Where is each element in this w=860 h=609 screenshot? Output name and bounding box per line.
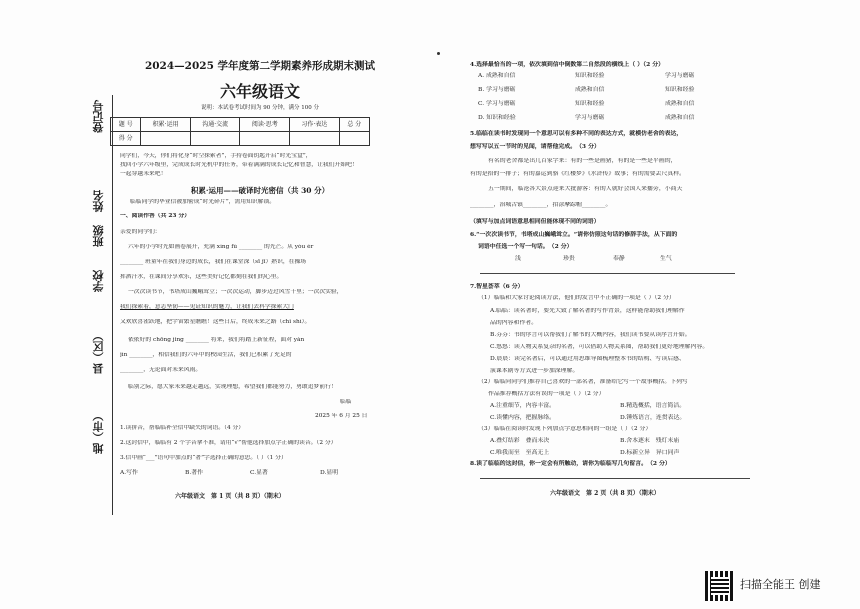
q7-1-option: 品的内容和作者。 bbox=[490, 320, 538, 326]
question-8: 8.读了临临的这封信，你一定会有所触动，请你为临临写几句留言。（2 分） bbox=[470, 460, 671, 467]
letter-line: jìn ________，相信我们的六年中的校园生活，我们已积累了充足的 bbox=[120, 352, 292, 358]
question-4: 4.选择最恰当的一项，依次填到信中倒数第二自然段的横线上（ ）（2 分） bbox=[470, 61, 665, 68]
q4-option: C. 学习与磨砺 bbox=[478, 101, 516, 107]
score-cell bbox=[290, 132, 340, 146]
letter-date: 2025 年 6 月 25 日 bbox=[315, 413, 368, 419]
question-7: 7.智星荟萃（6 分） bbox=[470, 283, 524, 290]
q4-option: D. 知识和经验 bbox=[478, 115, 516, 121]
score-cell: 得 分 bbox=[111, 132, 141, 146]
score-cell bbox=[141, 132, 191, 146]
q5-quote-cont: 有的是拾的一排子；有的嘉运到骆《红楼梦》《水浒传》故事；有的需要丢尺真样。 bbox=[470, 171, 686, 177]
score-table-header-row bbox=[111, 118, 370, 132]
side-label-id: 登记号 bbox=[92, 100, 105, 133]
score-cell: 习作·表达 bbox=[290, 118, 340, 132]
qr-code-icon bbox=[705, 571, 735, 601]
q4-option: 知识和经验 bbox=[665, 87, 695, 93]
q5-line: 五一期间，临沧各大景点迎来大批游客：有的人就好会国人来播旁，小商天 bbox=[488, 186, 683, 192]
score-cell bbox=[240, 132, 290, 146]
q3-option-a: A.写作 bbox=[120, 470, 138, 476]
page-dot bbox=[437, 52, 440, 55]
q7-3-option: A.叠灯结彩 叠而未决 bbox=[490, 438, 550, 444]
letter-line: 临别之际，愿大家未来越走越远，实现理想，希望我们都能努力，勇敢追梦前行！ bbox=[128, 384, 337, 390]
score-table bbox=[110, 117, 370, 146]
q5-quote: 有名的老舍都是出几百家字来：有的一些是画猪，有的是一些是平画的， bbox=[488, 158, 677, 164]
q7-1-option: B.芬芬：书的序言可以帮我们了解书的大概内容，我们读书要从读序言开始。 bbox=[490, 332, 691, 338]
q4-option: 知识和经验 bbox=[575, 101, 605, 107]
letter-line: 六年的小学时光如画卷展开，充满 xìng fú ________ 的光芒。从 yòu ér bbox=[128, 244, 314, 250]
q5-line-cont: ________，治城古镇________，拍涂摩踪帽________。 bbox=[470, 202, 612, 208]
score-cell bbox=[339, 132, 369, 146]
page-2-footer: 六年级语文 第 2 页（共 8 页）（期末） bbox=[550, 490, 660, 497]
letter-line: 依依好的 chōng jǐng ________ 将来，我们将踏上新征程，面对 yǎn bbox=[128, 337, 305, 343]
q7-3-option: B.舍本逐末 残灯末庙 bbox=[620, 438, 680, 444]
q7-1: （1）临临和大家讨论阅读方法，他们的发言中不正确的一项是（ ）（2 分） bbox=[478, 295, 675, 301]
q3-option-d: D.显明 bbox=[320, 470, 339, 476]
side-label-class: 班级 bbox=[92, 225, 105, 247]
letter-line: 我们探索着，意志坚韧——见证知识的魅力，让我们去科学探索大门 bbox=[120, 304, 294, 310]
q4-option: 学习与磨砺 bbox=[665, 73, 695, 79]
question-3: 3.信中画“___”语句中加点的“著”字选择正确的意思。（ ）（1 分） bbox=[120, 455, 287, 461]
q6-word: 浅 bbox=[515, 256, 521, 262]
q7-1-option: A.临临：读名著时，要先大致了解名著的写作背景，这样能帮助我们理解作 bbox=[490, 308, 685, 314]
score-cell: 沟通·交流 bbox=[190, 118, 240, 132]
q6-word: 珍贵 bbox=[563, 256, 575, 262]
q7-3: （3）临临在阅读时发现下列加点字意思相同的一组是（ ）（2 分） bbox=[478, 426, 652, 432]
exam-note: 说明：本试卷考试时间为 90 分钟，满分 100 分 bbox=[201, 105, 319, 111]
q7-2: （2）临临向同学们推荐自己喜欢的一部名著，准备给它写一个故事概括。下列写 bbox=[478, 379, 688, 385]
q7-2-option: B.精选概括，语言简洁。 bbox=[620, 403, 686, 409]
intro-line: 一起穿越未来吧！ bbox=[120, 171, 167, 177]
q4-option: 学习与磨砺 bbox=[575, 115, 605, 121]
letter-line: ________ 班童年在我们身边的成长，我们在课堂深（sī jī）熟识，在操场 bbox=[120, 259, 307, 265]
q7-3-option: C.唯我而至 至高无上 bbox=[490, 450, 550, 456]
q7-1-option: D.晨晨：读完名著后，可以通过用思维导图梳理整本书的结构、写读后感、 bbox=[490, 356, 685, 362]
intro-line: 找回小学六年级里，完成成长时光机中的任务，带着满满的成长记忆和智慧，让我们开始吧！ bbox=[120, 162, 358, 168]
question-6-cont: 词语中任选一个写一句话。（2 分） bbox=[478, 243, 573, 250]
letter-line: 又欢欣喜雀跃地，把宇宙繁星瞧瞧！这些日后，终成未来之路（chǐ shì）。 bbox=[120, 319, 311, 325]
exam-title: 2024—2025 学年度第二学期素养形成期末测试 bbox=[144, 60, 376, 72]
question-2: 2.这封信中，临临有 2 个字音拿不准，请用“√”帮他选择加点字正确的读音。（2 分） bbox=[120, 440, 337, 446]
side-label-county: 县（区） bbox=[92, 330, 105, 374]
letter-line: 一次次读书节，书塔成山巍峨耸立；一次次运动，脚步迈过风雪千里；一次次实验， bbox=[128, 289, 343, 295]
exam-subject: 六年级语文 bbox=[219, 82, 300, 101]
scanner-brand: 扫描全能王 创建 bbox=[740, 578, 821, 591]
side-label-district: 地（市） bbox=[92, 410, 105, 454]
q4-option: 知识和经验 bbox=[575, 73, 605, 79]
letter-line: 亲爱的同学们： bbox=[120, 229, 161, 235]
q6-word: 奉静 bbox=[613, 256, 625, 262]
q7-2-option: A.注重细节，内容丰富。 bbox=[490, 403, 556, 409]
q3-option-b: B.著作 bbox=[185, 470, 203, 476]
page-1-footer: 六年级语文 第 1 页（共 8 页）（期末） bbox=[175, 493, 285, 500]
letter-line: ________，无论面对未来风雨。 bbox=[120, 367, 202, 373]
question-5: 5.临临在读书时发现同一个意思可以有多种不同的表达方式，就模仿老舍的表达， bbox=[470, 130, 683, 137]
score-cell: 总 分 bbox=[339, 118, 369, 132]
q4-option: B. 学习与磨砺 bbox=[478, 87, 516, 93]
q3-option-c: C.显著 bbox=[250, 470, 268, 476]
q7-1-option: C.悠悠：读人物关系复杂的名著，可以借助人物关系图，帮助我们更好地理解内容。 bbox=[490, 344, 709, 350]
question-6: 6.“一次次读书节，书塔成山巍峨耸立。”请你仿照这句话的修辞手法，从下面的 bbox=[470, 231, 678, 238]
q7-1-option: 演课本剧等方式进一步加深理解。 bbox=[490, 368, 579, 374]
letter-line: 挥洒汗水，在课间分享欢乐，这些美好记忆都刻在我们的心里。 bbox=[120, 274, 283, 280]
side-label-school: 学校 bbox=[92, 270, 105, 292]
score-cell: 题 号 bbox=[111, 118, 141, 132]
q1-title: 一、阅读作答（共 23 分） bbox=[120, 213, 191, 219]
q8-answer-line[interactable] bbox=[480, 478, 750, 479]
q7-2-option: C.读懂内容，把握脉络。 bbox=[490, 415, 556, 421]
binding-line bbox=[112, 95, 113, 515]
score-cell bbox=[190, 132, 240, 146]
q4-option: A. 成熟和自信 bbox=[478, 73, 516, 79]
score-cell: 积累·运用 bbox=[141, 118, 191, 132]
score-cell: 阅读·思考 bbox=[240, 118, 290, 132]
q4-option: 成熟和自信 bbox=[665, 115, 695, 121]
letter-signature: 临临 bbox=[340, 399, 352, 405]
q6-word: 生气 bbox=[660, 256, 672, 262]
q5-hint: （填写与加点词语意思相同但能体现不同的词语） bbox=[470, 218, 600, 225]
side-label-name: 姓名 bbox=[92, 190, 105, 212]
score-table-score-row bbox=[111, 132, 370, 146]
q7-3-option: D.标新立异 异口同声 bbox=[620, 450, 680, 456]
section-1-title: 积累·运用——破译时光密信（共 30 分） bbox=[190, 186, 330, 195]
q7-2-cont: 作品推荐概括方法有误的一项是（ ）（2 分） bbox=[488, 391, 605, 397]
q7-2-option: D.锤炼语言，连贯表达。 bbox=[620, 415, 686, 421]
intro-line: 同学们，今天，你们将化身“时空探索者”，手持卷面钥匙开启“时光宝盒”， bbox=[120, 153, 312, 159]
q4-option: 成熟和自信 bbox=[665, 101, 695, 107]
question-1: 1.读拼音，帮临临补全信中缺失的词语。（4 分） bbox=[120, 425, 245, 431]
q4-option: 成熟和自信 bbox=[575, 87, 605, 93]
q6-answer-line[interactable] bbox=[480, 273, 735, 274]
section-1-intro: 临临同学的毕业信被加密成“时光碎片”，需用知识解锁。 bbox=[130, 199, 276, 205]
question-5-cont: 想写写以五一节时的见闻，请帮他完成。（3 分） bbox=[470, 143, 600, 150]
